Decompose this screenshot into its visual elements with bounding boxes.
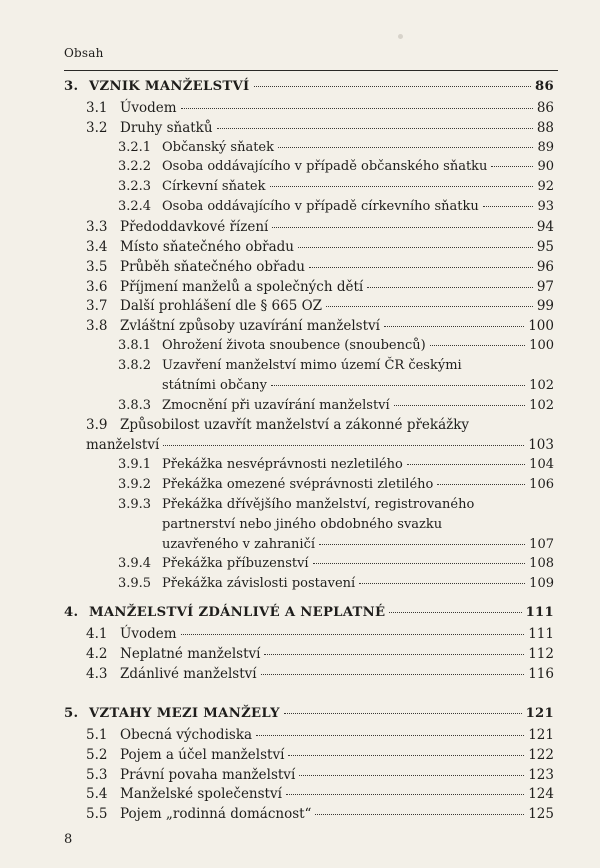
toc-page-number: 88 <box>536 119 554 136</box>
toc-entry-number: 3.2.2 <box>118 159 152 175</box>
toc-entry-title: Neplatné manželství <box>120 645 261 662</box>
toc-entry-title: Církevní sňatek <box>162 179 266 195</box>
dot-leader <box>261 673 525 675</box>
dot-leader <box>288 754 524 756</box>
toc-entry-number: 3. <box>64 79 79 94</box>
toc-entry-row <box>118 555 554 573</box>
toc-entry-title: Překážka nesvéprávnosti nezletilého <box>162 457 403 473</box>
dot-leader <box>359 582 525 584</box>
toc-entry-title: Způsobilost uzavřít manželství a zákonné překážky <box>120 417 470 434</box>
toc-entry-row <box>86 746 554 764</box>
toc-page-number: 107 <box>529 536 554 552</box>
toc-entry-row <box>86 99 554 117</box>
toc-entry-continuation <box>162 516 554 534</box>
toc-entry-number: 3.2.3 <box>118 179 152 195</box>
toc-entry-row <box>86 119 554 137</box>
toc-entry-number: 3.3 <box>86 218 108 235</box>
toc-page-number: 108 <box>529 556 554 572</box>
toc-entry-row <box>86 258 554 276</box>
dot-leader <box>272 226 532 228</box>
toc-entry-number: 3.9.5 <box>118 576 152 592</box>
toc-page-number: 89 <box>537 139 554 155</box>
toc-entry-title: Překážka dřívějšího manželství, registrovaného <box>162 496 475 512</box>
dot-leader <box>181 107 533 109</box>
toc-entry-row <box>86 665 554 683</box>
toc-page-number: 100 <box>528 318 554 335</box>
toc-page-number: 122 <box>528 746 554 763</box>
toc-chapter-row <box>64 705 554 723</box>
toc-entry-number: 3.7 <box>86 298 108 315</box>
toc-entry-title: Obecná východiska <box>120 726 253 743</box>
toc-entry-number: 4. <box>64 605 79 620</box>
page-number: 8 <box>64 832 73 847</box>
toc-entry-row <box>86 785 554 803</box>
toc-entry-title: Místo sňatečného obřadu <box>120 238 294 255</box>
dot-leader <box>319 543 525 545</box>
dot-leader <box>254 85 532 87</box>
toc-entry-row <box>86 726 554 744</box>
toc-entry-title: Překážka příbuzenství <box>162 556 309 572</box>
toc-entry-row <box>86 218 554 236</box>
toc-entry-title-continued: uzavřeného v zahraničí <box>162 536 316 552</box>
toc-page-number: 104 <box>529 457 554 473</box>
toc-entry-number: 3.6 <box>86 278 108 295</box>
toc-entry-number: 4.2 <box>86 645 108 662</box>
toc-entry-number: 5.1 <box>86 726 108 743</box>
toc-entry-title: Další prohlášení dle § 665 OZ <box>120 298 323 315</box>
toc-entry-title: Průběh sňatečného obřadu <box>120 258 305 275</box>
toc-page-number: 86 <box>536 99 554 116</box>
toc-page-number: 102 <box>529 397 554 413</box>
toc-page-number: 111 <box>525 605 554 620</box>
dot-leader <box>299 774 524 776</box>
toc-entry-continuation <box>162 377 554 395</box>
toc-entry-number: 3.9.1 <box>118 457 152 473</box>
toc-page-number: 96 <box>536 258 554 275</box>
toc-entry-row <box>86 297 554 315</box>
toc-entry-title-continued: partnerství nebo jiného obdobného svazku <box>162 516 443 532</box>
toc-entry-number: 3.8.3 <box>118 397 152 413</box>
toc-entry-title: Příjmení manželů a společných dětí <box>120 278 364 295</box>
toc-entry-row <box>86 625 554 643</box>
toc-page-number: 109 <box>529 576 554 592</box>
toc-entry-title: Právní povaha manželství <box>120 766 296 783</box>
toc-entry-row <box>118 198 554 216</box>
dot-leader <box>278 146 533 148</box>
toc-entry-continuation <box>86 436 554 454</box>
toc-entry-row <box>86 645 554 663</box>
dot-leader <box>394 404 526 406</box>
toc-entry-number: 3.9.3 <box>118 496 152 512</box>
dot-leader <box>270 185 534 187</box>
toc-entry-row <box>118 456 554 474</box>
toc-entry-row <box>118 575 554 593</box>
toc-page-number: 121 <box>525 706 554 721</box>
toc-entry-title: Manželské společenství <box>120 786 282 803</box>
toc-page-number: 103 <box>528 437 554 454</box>
toc-entry-number: 4.1 <box>86 625 108 642</box>
toc-page-number: 116 <box>528 665 554 682</box>
dot-leader <box>309 266 533 268</box>
toc-entry-title: Zmocnění při uzavírání manželství <box>162 397 390 413</box>
dot-leader <box>315 813 524 815</box>
dot-leader <box>284 712 522 714</box>
toc-entry-row <box>118 476 554 494</box>
toc-entry-title: Osoba oddávajícího v případě občanského sňatku <box>162 159 488 175</box>
toc-entry-title-continued: státními občany <box>162 377 267 393</box>
toc-page-number: 86 <box>535 79 554 94</box>
toc-entry-row <box>118 357 554 375</box>
dot-leader <box>298 246 533 248</box>
toc-chapter-row <box>64 78 554 96</box>
toc-entry-title: Pojem „rodinná domácnost“ <box>120 806 312 823</box>
toc-page-number: 125 <box>528 806 554 823</box>
toc-page-number: 97 <box>536 278 554 295</box>
toc-entry-number: 3.1 <box>86 99 108 116</box>
toc-entry-title: Překážka závislosti postavení <box>162 576 356 592</box>
toc-page-number: 102 <box>529 377 554 393</box>
toc-entry-title: VZNIK MANŽELSTVÍ <box>89 79 250 94</box>
dot-leader <box>286 793 524 795</box>
toc-entry-row <box>118 337 554 355</box>
toc-entry-row <box>118 496 554 514</box>
toc-entry-number: 5. <box>64 706 79 721</box>
dot-leader <box>491 165 533 167</box>
toc-entry-number: 3.4 <box>86 238 108 255</box>
toc-entry-number: 5.3 <box>86 766 108 783</box>
toc-entry-title: Úvodem <box>120 625 177 642</box>
toc-entry-title: Předoddavkové řízení <box>120 218 269 235</box>
toc-entry-title-continued: manželství <box>86 437 160 454</box>
toc-entry-title: Druhy sňatků <box>120 119 213 136</box>
toc-page-number: 92 <box>537 179 554 195</box>
toc-page-number: 95 <box>536 238 554 255</box>
toc-entry-title: Úvodem <box>120 99 177 116</box>
dot-leader <box>264 653 524 655</box>
toc-entry-row <box>118 158 554 176</box>
dot-leader <box>384 325 524 327</box>
toc-entry-number: 3.9 <box>86 417 108 434</box>
toc-page-number: 112 <box>528 645 554 662</box>
toc-entry-title: Pojem a účel manželství <box>120 746 285 763</box>
toc-entry-row <box>86 278 554 296</box>
toc-entry-number: 3.2.1 <box>118 139 152 155</box>
dot-leader <box>271 384 525 386</box>
toc-page-number: 124 <box>528 786 554 803</box>
dot-leader <box>256 734 524 736</box>
toc-entry-row <box>86 766 554 784</box>
toc-entry-title: VZTAHY MEZI MANŽELY <box>89 706 280 721</box>
toc-entry-title: Občanský sňatek <box>162 139 274 155</box>
toc-entry-row <box>86 317 554 335</box>
toc-entry-title: Překážka omezené svéprávnosti zletilého <box>162 477 434 492</box>
toc-entry-title: Ohrožení života snoubence (snoubenců) <box>162 338 426 354</box>
dot-leader <box>163 444 524 446</box>
dot-leader <box>181 633 525 635</box>
dot-leader <box>430 344 525 346</box>
toc-page-number: 100 <box>529 338 554 354</box>
toc-entry-row <box>86 416 554 434</box>
toc-entry-number: 3.9.2 <box>118 477 152 492</box>
toc-entry-row <box>86 238 554 256</box>
toc-entry-title: Osoba oddávajícího v případě církevního sňatku <box>162 199 479 215</box>
toc-entry-number: 3.8 <box>86 318 108 335</box>
toc-entry-number: 4.3 <box>86 665 108 682</box>
toc-entry-number: 5.5 <box>86 806 108 823</box>
toc-entry-number: 3.9.4 <box>118 556 152 572</box>
toc-entry-number: 3.8.2 <box>118 357 152 373</box>
toc-page-number: 93 <box>537 199 554 215</box>
dot-leader <box>367 286 533 288</box>
toc-entry-row <box>118 178 554 196</box>
toc-entry-number: 3.8.1 <box>118 338 152 354</box>
toc-page-number: 111 <box>528 625 554 642</box>
dot-leader <box>389 611 521 613</box>
toc-page-number: 99 <box>536 298 554 315</box>
toc-chapter-row <box>64 604 554 622</box>
toc-entry-number: 3.2 <box>86 119 108 136</box>
toc-entry-row <box>118 139 554 157</box>
dot-leader <box>326 305 533 307</box>
toc-entry-row <box>86 805 554 823</box>
toc-page-number: 90 <box>537 159 554 175</box>
toc-entry-title: Zdánlivé manželství <box>120 665 257 682</box>
toc-page-number: 121 <box>528 726 554 743</box>
toc-entry-number: 5.2 <box>86 746 108 763</box>
toc-page-number: 94 <box>536 218 554 235</box>
toc-page-number: 123 <box>528 766 554 783</box>
toc-entry-number: 3.2.4 <box>118 199 152 215</box>
dot-leader <box>437 483 525 485</box>
toc-entry-number: 3.5 <box>86 258 108 275</box>
toc-entry-title: Uzavření manželství mimo území ČR českými <box>162 357 462 373</box>
dot-leader <box>483 205 534 207</box>
dot-leader <box>313 562 526 564</box>
dot-leader <box>407 463 525 465</box>
dot-leader <box>217 127 533 129</box>
toc-entry-continuation <box>162 536 554 554</box>
toc-page-number: 106 <box>529 477 554 492</box>
toc-entry-title: Zvláštní způsoby uzavírání manželství <box>120 318 380 335</box>
toc-entry-row <box>118 397 554 415</box>
running-header: Obsah <box>64 46 104 60</box>
toc-entry-number: 5.4 <box>86 786 108 803</box>
toc-entry-title: MANŽELSTVÍ ZDÁNLIVÉ A NEPLATNÉ <box>89 605 386 620</box>
